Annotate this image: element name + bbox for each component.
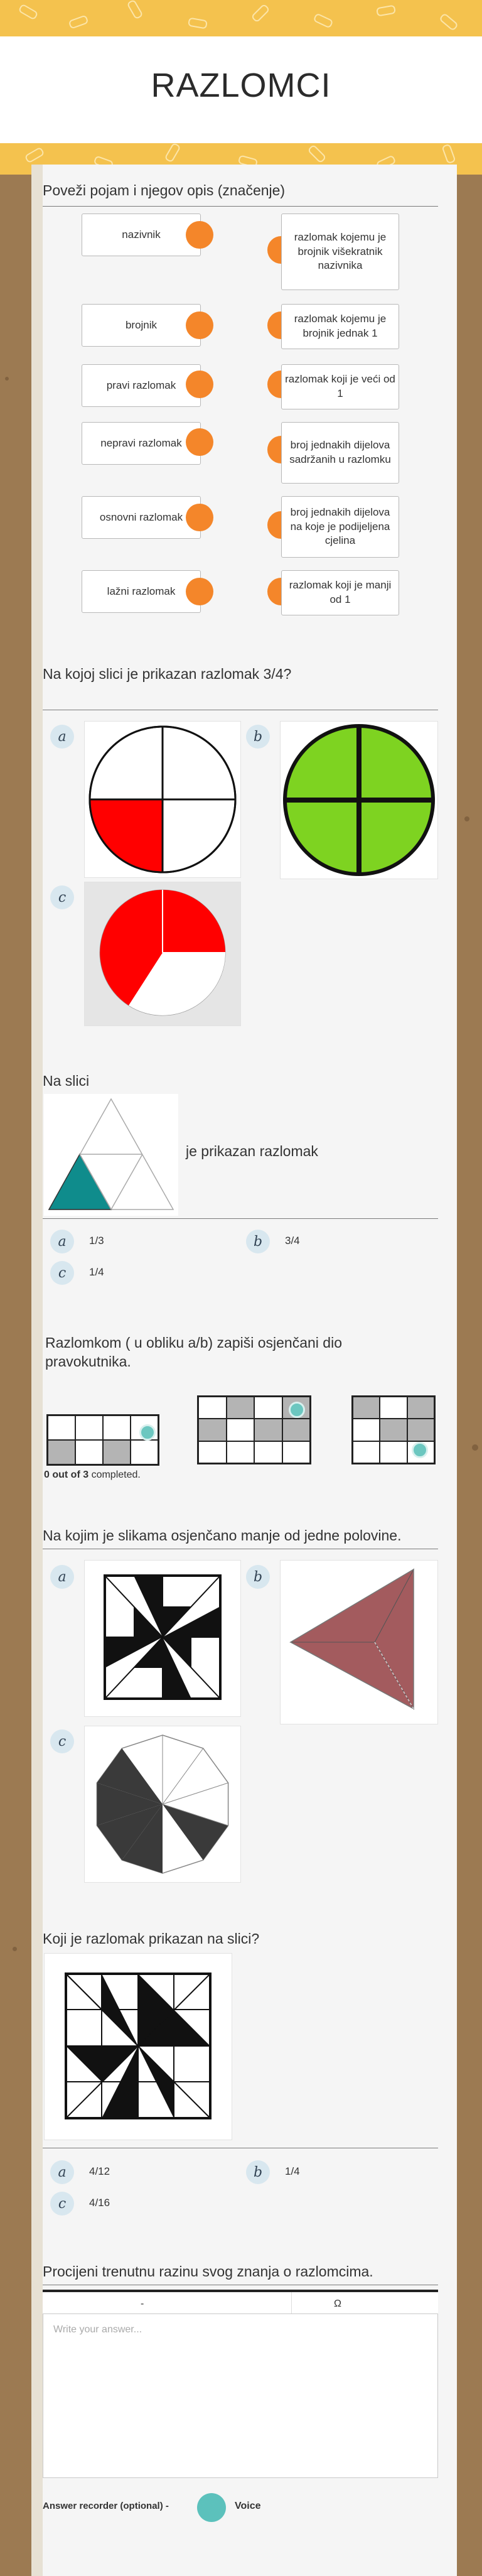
- q5-option-c-image[interactable]: [84, 1726, 241, 1883]
- q1-term-brojnik[interactable]: brojnik: [82, 304, 201, 347]
- square-triangles-image: [45, 1954, 232, 2140]
- dash-tool-button[interactable]: -: [141, 2298, 144, 2309]
- q3-title: Na slici: [43, 1073, 90, 1089]
- q1-connector-left-1[interactable]: [186, 221, 213, 249]
- omega-symbol-button[interactable]: Ω: [334, 2298, 341, 2309]
- q3-divider: [43, 1218, 438, 1219]
- q4-title: Razlomkom ( u obliku a/b) zapiši osjenčani dio pravokutnika.: [45, 1334, 342, 1370]
- q5-option-a-letter[interactable]: a: [50, 1565, 74, 1589]
- q1-desc-2[interactable]: razlomak kojemu je brojnik jednak 1: [281, 304, 399, 349]
- q2-option-a-letter[interactable]: a: [50, 725, 74, 749]
- q4-progress-suffix: completed.: [91, 1469, 141, 1480]
- q6-option-a-letter[interactable]: a: [50, 2160, 74, 2184]
- voice-record-button[interactable]: [197, 2493, 226, 2522]
- q6-option-b-text[interactable]: 1/4: [285, 2165, 300, 2177]
- q6-option-a-text[interactable]: 4/12: [89, 2165, 110, 2177]
- q4-rectangle-1: [46, 1414, 159, 1466]
- q5-option-a-image[interactable]: [84, 1560, 241, 1717]
- q1-connector-left-6[interactable]: [186, 578, 213, 605]
- q3-option-c-text[interactable]: 1/4: [89, 1266, 104, 1278]
- q5-option-b-image[interactable]: [280, 1560, 438, 1724]
- q2-title: Na kojoj slici je prikazan razlomak 3/4?: [43, 666, 292, 682]
- banner-pattern-top: [0, 0, 482, 36]
- q1-title: Poveži pojam i njegov opis (značenje): [43, 182, 286, 198]
- q1-connector-left-5[interactable]: [186, 504, 213, 531]
- q4-progress-count: 0 out of 3: [44, 1469, 89, 1480]
- q7-answer-textarea[interactable]: Write your answer...: [43, 2314, 438, 2478]
- q2-option-a-image[interactable]: [84, 721, 241, 878]
- circle-full-green-image: [281, 722, 437, 879]
- circle-quarter-red-image: [85, 722, 240, 877]
- q1-term-nazivnik[interactable]: nazivnik: [82, 214, 201, 256]
- triangle-fraction-image: [44, 1094, 178, 1216]
- q6-title: Koji je razlomak prikazan na slici?: [43, 1930, 260, 1947]
- q2-option-b-image[interactable]: [280, 721, 438, 879]
- square-pinwheel-image: [85, 1561, 240, 1716]
- q6-image: [44, 1953, 232, 2140]
- q4-answer-hotspot-3[interactable]: [412, 1442, 428, 1458]
- q3-option-a-letter[interactable]: a: [50, 1230, 74, 1253]
- q1-term-osnovni[interactable]: osnovni razlomak: [82, 496, 201, 539]
- q1-desc-3[interactable]: razlomak koji je veći od 1: [281, 364, 399, 409]
- q1-desc-4[interactable]: broj jednakih dijelova sadržanih u razlomku: [281, 422, 399, 484]
- q3-option-a-text[interactable]: 1/3: [89, 1235, 104, 1247]
- q3-inline-text: je prikazan razlomak: [186, 1143, 318, 1159]
- q5-title: Na kojim je slikama osjenčano manje od jedne polovine.: [43, 1527, 402, 1544]
- q4-answer-hotspot-2[interactable]: [289, 1402, 305, 1418]
- decagon-image: [85, 1726, 240, 1882]
- kite-shape-image: [281, 1561, 437, 1724]
- background-speck: [5, 377, 9, 381]
- q4-answer-hotspot-1[interactable]: [139, 1424, 156, 1441]
- q5-option-c-letter[interactable]: c: [50, 1729, 74, 1753]
- background-speck: [13, 1947, 17, 1951]
- q1-desc-6[interactable]: razlomak koji je manji od 1: [281, 570, 399, 615]
- voice-label: Voice: [235, 2501, 261, 2511]
- q5-option-b-letter[interactable]: b: [246, 1565, 270, 1589]
- q1-connector-left-3[interactable]: [186, 371, 213, 398]
- background-speck: [464, 816, 469, 821]
- q2-option-c-letter[interactable]: c: [50, 885, 74, 909]
- q3-option-c-letter[interactable]: c: [50, 1261, 74, 1285]
- q4-progress: [44, 1469, 141, 1481]
- q1-connector-left-2[interactable]: [186, 311, 213, 339]
- q3-option-b-letter[interactable]: b: [246, 1230, 270, 1253]
- q7-title: Procijeni trenutnu razinu svog znanja o razlomcima.: [43, 2263, 373, 2280]
- q3-triangle-image: [44, 1094, 178, 1216]
- q1-term-pravi[interactable]: pravi razlomak: [82, 364, 201, 407]
- q2-option-c-image[interactable]: [84, 882, 241, 1026]
- q1-connector-left-4[interactable]: [186, 428, 213, 456]
- background-speck: [472, 1444, 478, 1451]
- q1-term-lazni[interactable]: lažni razlomak: [82, 570, 201, 613]
- q3-option-b-text[interactable]: 3/4: [285, 1235, 300, 1247]
- q6-option-b-letter[interactable]: b: [246, 2160, 270, 2184]
- q1-desc-5[interactable]: broj jednakih dijelova na koje je podijeljena cjelina: [281, 496, 399, 558]
- answer-recorder-label: Answer recorder (optional) -: [43, 2501, 169, 2511]
- q6-option-c-letter[interactable]: c: [50, 2192, 74, 2216]
- q1-divider: [43, 206, 438, 207]
- page-title: RAZLOMCI: [151, 67, 331, 104]
- q1-term-nepravi[interactable]: nepravi razlomak: [82, 422, 201, 465]
- q2-option-b-letter[interactable]: b: [246, 725, 270, 749]
- q7-editor-toolbar: [43, 2290, 438, 2317]
- circle-two-thirds-red-image: [85, 882, 240, 1026]
- toolbar-separator: [291, 2292, 292, 2316]
- q1-desc-1[interactable]: razlomak kojemu je brojnik višekratnik nazivnika: [281, 214, 399, 290]
- q6-option-c-text[interactable]: 4/16: [89, 2197, 110, 2209]
